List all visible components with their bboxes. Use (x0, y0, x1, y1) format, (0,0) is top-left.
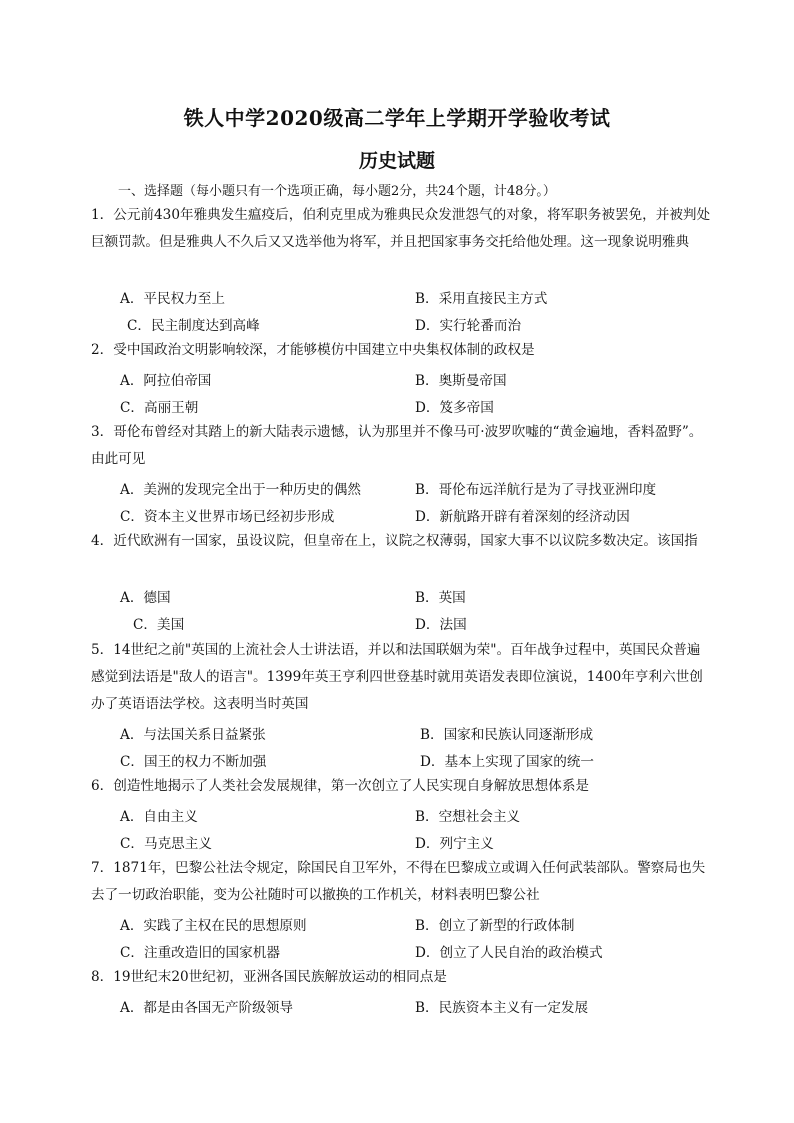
q7-option-a: A．实践了主权在民的思想原则 (120, 918, 307, 934)
q3-option-b: B．哥伦布远洋航行是为了寻找亚洲印度 (415, 482, 657, 498)
q3-option-c: C．资本主义世界市场已经初步形成 (120, 509, 335, 525)
q1-option-a: A．平民权力至上 (120, 291, 225, 307)
q4-option-a: A．德国 (120, 590, 171, 606)
q3-option-d: D．新航路开辟有着深刻的经济动因 (415, 509, 630, 525)
q4-option-b: B．英国 (415, 590, 466, 606)
exam-title: 铁人中学2020级高二学年上学期开学验收考试 (183, 106, 611, 130)
question-5-stem: 5．14世纪之前"英国的上流社会人士讲法语，并以和法国联姻为荣"。百年战争过程中，英国民众普遍感觉到法语是"敌人的语言"。1399年英王亨利四世登基时就用英语发表即位演说，1400年亨利六世创办了英语语法学校。这表明当时英国 (91, 642, 703, 712)
question-2-stem: 2．受中国政治文明影响较深，才能够模仿中国建立中央集权体制的政权是 (91, 342, 535, 358)
q2-option-b: B．奥斯曼帝国 (415, 373, 507, 389)
q5-option-c: C．国王的权力不断加强 (120, 754, 267, 770)
q2-option-c: C．高丽王朝 (120, 400, 199, 416)
q8-option-b: B．民族资本主义有一定发展 (415, 1000, 589, 1016)
question-3-stem: 3．哥伦布曾经对其踏上的新大陆表示遗憾，认为那里并不像马可·波罗吹嘘的“黄金遍地，香料盈野”。由此可见 (91, 424, 703, 467)
q2-option-d: D．笈多帝国 (415, 400, 494, 416)
q2-option-a: A．阿拉伯帝国 (120, 373, 212, 389)
q7-option-d: D．创立了人民自治的政治模式 (415, 945, 603, 961)
q7-option-b: B．创立了新型的行政体制 (415, 918, 575, 934)
q6-option-d: D．列宁主义 (415, 836, 494, 852)
q6-option-c: C．马克思主义 (120, 836, 212, 852)
exam-subtitle: 历史试题 (358, 150, 435, 172)
q4-option-c: C．美国 (133, 617, 185, 633)
q1-option-c: C．民主制度达到高峰 (127, 318, 260, 334)
q3-option-a: A．美洲的发现完全出于一种历史的偶然 (120, 482, 361, 498)
q8-option-a: A．都是由各国无产阶级领导 (120, 1000, 293, 1016)
q5-option-b: B．国家和民族认同逐渐形成 (420, 727, 594, 743)
q6-option-b: B．空想社会主义 (415, 809, 521, 825)
q1-option-b: B．采用直接民主方式 (415, 291, 548, 307)
q1-option-d: D．实行轮番而治 (415, 318, 522, 334)
question-1-stem: 1．公元前430年雅典发生瘟疫后，伯利克里成为雅典民众发泄怨气的对象，将军职务被罢免，并被判处巨额罚款。但是雅典人不久后又又选举他为将军，并且把国家事务交托给他处理。这一现象说明雅典 (91, 207, 711, 250)
question-8-stem: 8．19世纪末20世纪初，亚洲各国民族解放运动的相同点是 (91, 969, 447, 985)
q5-option-a: A．与法国关系日益紧张 (120, 727, 266, 743)
q7-option-c: C．注重改造旧的国家机器 (120, 945, 280, 961)
q6-option-a: A．自由主义 (120, 809, 198, 825)
question-4-stem: 4．近代欧洲有一国家，虽设议院，但皇帝在上，议院之权薄弱，国家大事不以议院多数决定。该国指 (91, 533, 698, 549)
question-7-stem: 7．1871年，巴黎公社法令规定，除国民自卫军外，不得在巴黎成立或调入任何武装部队。警察局也失去了一切政治职能，变为公社随时可以撤换的工作机关，材料表明巴黎公社 (91, 860, 706, 903)
q4-option-d: D．法国 (415, 617, 467, 633)
q5-option-d: D．基本上实现了国家的统一 (420, 754, 595, 770)
section-instruction: 一、选择题（每小题只有一个选项正确，每小题2分，共24个题，计48分。） (118, 184, 556, 199)
question-6-stem: 6．创造性地揭示了人类社会发展规律，第一次创立了人民实现自身解放思想体系是 (91, 778, 590, 794)
